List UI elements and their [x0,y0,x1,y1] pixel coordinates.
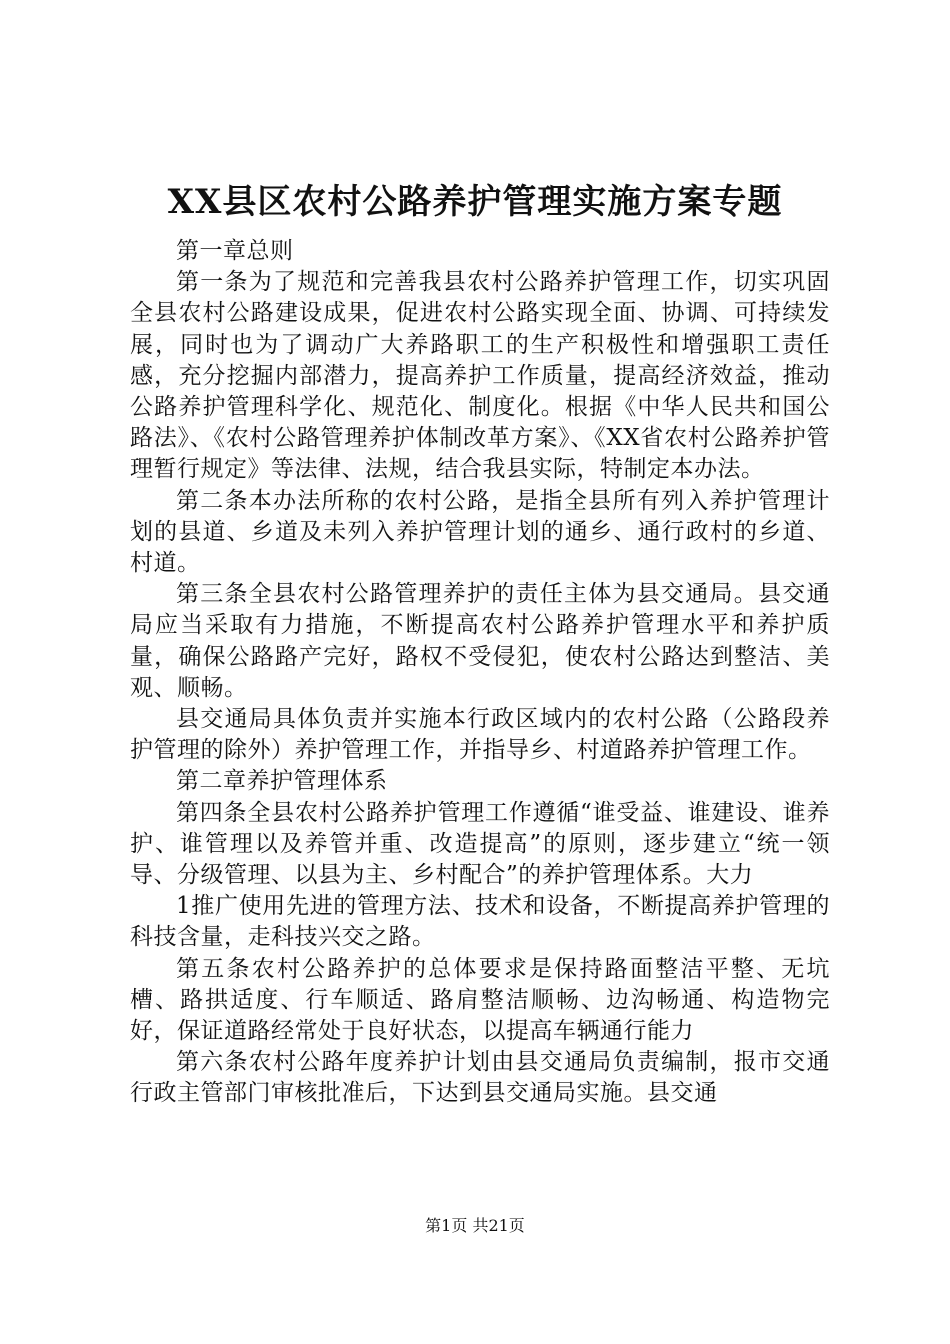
page-number-footer: 第1页 共21页 [425,1216,525,1235]
chapter-heading: 第一章总则 [176,238,294,264]
body-paragraph: 第一条为了规范和完善我县农村公路养护管理工作，切实巩固全县农村公路建设成果，促进农村公路实现全面、协调、可持续发展，同时也为了调动广大养路职工的生产积极性和增强职工责任感，充分挖掘内部潜力，提高养护工作质量，提高经济效益，推动公路养护管理科学化、规范化、制度化。根据《中华人民共和国公路法》、《农村公路管理养护体制改革方案》、《XX省农村公路养护管理暂行规定》等法律、法规，结合我县实际，特制定本办法。 [130,269,830,483]
body-paragraph: 第五条农村公路养护的总体要求是保持路面整洁平整、无坑槽、路拱适度、行车顺适、路肩整洁顺畅、边沟畅通、构造物完好，保证道路经常处于良好状态，以提高车辆通行能力 [130,955,830,1045]
body-paragraph: 县交通局具体负责并实施本行政区域内的农村公路（公路段养护管理的除外）养护管理工作，并指导乡、村道路养护管理工作。 [130,706,830,764]
body-paragraph: 第四条全县农村公路养护管理工作遵循“谁受益、谁建设、谁养护、谁管理以及养管并重、改造提高”的原则，逐步建立“统一领导、分级管理、以县为主、乡村配合”的养护管理体系。大力 [130,799,830,889]
document-title: XX县区农村公路养护管理实施方案专题 [167,182,783,222]
chapter-heading: 第二章养护管理体系 [176,768,388,795]
body-paragraph: 第三条全县农村公路管理养护的责任主体为县交通局。县交通局应当采取有力措施，不断提高农村公路养护管理水平和养护质量，确保公路路产完好，路权不受侵犯，使农村公路达到整洁、美观、顺畅。 [130,581,830,701]
document-body [130,236,830,1110]
body-paragraph: 第六条农村公路年度养护计划由县交通局负责编制，报市交通行政主管部门审核批准后，下达到县交通局实施。县交通 [130,1049,830,1107]
body-paragraph: 第二条本办法所称的农村公路，是指全县所有列入养护管理计划的县道、乡道及未列入养护管理计划的通乡、通行政村的乡道、村道。 [130,487,830,577]
body-paragraph: 1推广使用先进的管理方法、技术和设备，不断提高养护管理的科技含量，走科技兴交之路。 [130,893,830,951]
